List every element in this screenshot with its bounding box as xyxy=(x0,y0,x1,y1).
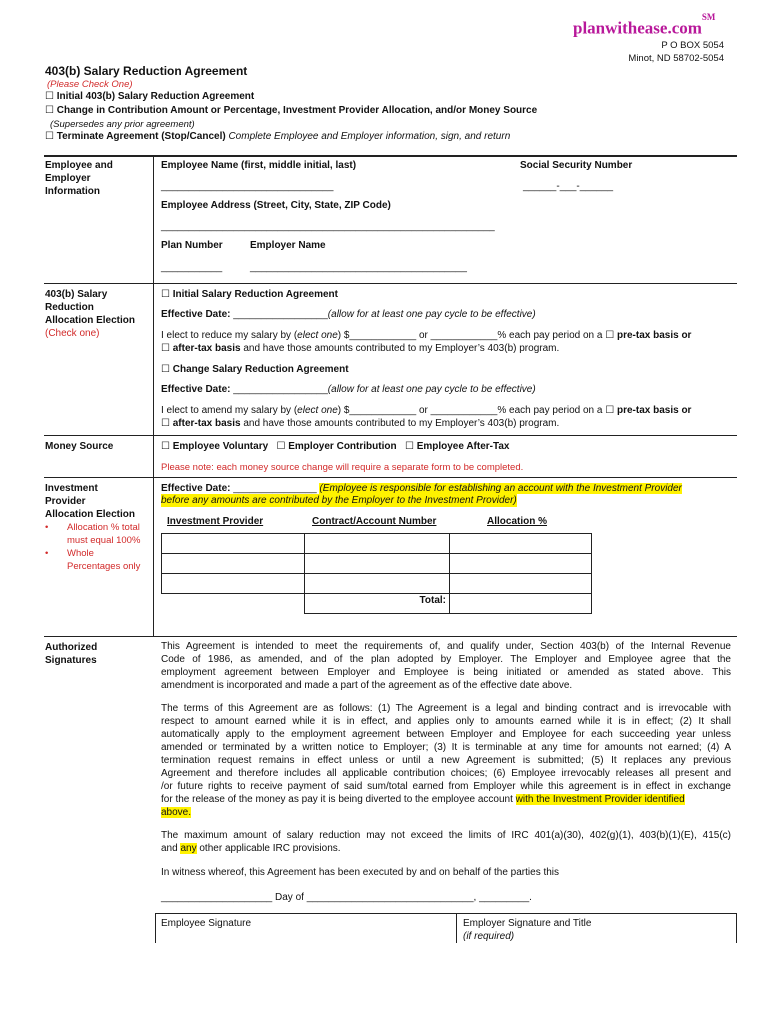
total-label: Total: xyxy=(419,595,446,606)
supersedes-note: (Supersedes any prior agreement) xyxy=(50,119,195,130)
section-divider xyxy=(44,283,737,284)
checkbox-initial[interactable]: ☐ xyxy=(45,91,54,102)
checkbox-initial-aftertax[interactable]: ☐ xyxy=(161,343,170,354)
employee-signature-label: Employee Signature xyxy=(161,918,252,929)
signature-box-right xyxy=(736,913,737,943)
employer-signature-label: Employer Signature and Title xyxy=(463,918,592,929)
table-row xyxy=(162,534,592,554)
checkbox-change-agreement[interactable]: ☐ xyxy=(161,364,170,375)
signature-box-divider xyxy=(456,913,457,943)
total-cell[interactable] xyxy=(450,594,592,614)
col-allocation-percent: Allocation % xyxy=(487,516,548,527)
money-source-options: ☐ Employee Voluntary ☐ Employer Contribution ☐ Employee After-Tax xyxy=(161,441,510,452)
checkbox-employer-contribution[interactable]: ☐ xyxy=(276,441,286,452)
investment-effective-date-field[interactable]: _______________ xyxy=(233,483,317,494)
logo-service-mark: SM xyxy=(701,12,716,22)
account-cell[interactable] xyxy=(305,554,450,574)
initial-election-line-2: ☐ after-tax basis and have those amounts contributed to my Employer’s 403(b) program. xyxy=(161,343,560,354)
table-row xyxy=(162,594,592,614)
witness-text: In witness whereof, this Agreement has been executed by and on behalf of the parties this xyxy=(161,867,560,878)
checkbox-employee-voluntary[interactable]: ☐ xyxy=(161,441,170,452)
option-terminate-note: Complete Employee and Employer information, sign, and return xyxy=(228,131,511,142)
allocation-table xyxy=(161,533,592,614)
employer-signature-field[interactable] xyxy=(463,917,591,943)
option-initial[interactable] xyxy=(45,90,254,103)
account-cell[interactable] xyxy=(305,534,450,554)
employee-address-field[interactable]: ____________________________________________________________ xyxy=(161,221,495,232)
change-agreement-option[interactable]: ☐ Change Salary Reduction Agreement xyxy=(161,364,349,375)
employer-signature-note: (if required) xyxy=(463,931,515,942)
checkbox-initial-agreement[interactable]: ☐ xyxy=(161,289,170,300)
agreement-paragraph-2: The terms of this Agreement are as follows: (1) The Agreement is a legal and binding contract and is irrevocable with respect to amount earned while it is in effect, and applies only to amounts earned while it is in effect; (2) It shall automatically apply to the employment agreement between Employer and Employee for each succeeding year unless amended or terminated by a written notice to Employer; (3) It is terminable at any time for amounts not earned; (4) A termination request remains in effect unless or until a new Agreement is submitted; (5) It replaces any previous Agreement and therefore includes all applicable contribution choices; (6) Employee irrevocably releases all present and /or future rights to receive payment of said sum/total earned from Employer while this agreement is in effect in exchange for the release of the money as pay it is being diverted to the employee account with the Investment Provider identified above. xyxy=(161,703,731,818)
address-line-2: Minot, ND 58702-5054 xyxy=(628,53,724,64)
option-change-label: Change in Contribution Amount or Percentage, Investment Provider Allocation, and/or Money Source xyxy=(56,105,538,116)
plan-number-label: Plan Number xyxy=(161,240,223,251)
col-investment-provider: Investment Provider xyxy=(167,516,264,527)
col-contract-number: Contract/Account Number xyxy=(312,516,437,527)
check-one-note: (Please Check One) xyxy=(47,79,133,90)
provider-cell[interactable] xyxy=(162,534,305,554)
signatures-section-label: Authorized Signatures xyxy=(45,642,98,666)
signature-box-top xyxy=(155,913,737,914)
option-initial-label: Initial 403(b) Salary Reduction Agreement xyxy=(56,91,255,102)
account-cell[interactable] xyxy=(305,574,450,594)
allocation-cell[interactable] xyxy=(450,554,592,574)
signature-box-left xyxy=(155,913,156,943)
employee-address-label: Employee Address (Street, City, State, ZIP Code) xyxy=(161,200,391,211)
section-divider xyxy=(44,477,737,478)
change-election-line-2: ☐ after-tax basis and have those amounts contributed to my Employer’s 403(b) program. xyxy=(161,418,560,429)
section-divider xyxy=(44,636,737,637)
provider-cell[interactable] xyxy=(162,554,305,574)
employee-name-field[interactable]: _______________________________ xyxy=(161,181,334,192)
option-terminate-label: Terminate Agreement (Stop/Cancel) xyxy=(56,131,226,142)
money-source-section-label: Money Source xyxy=(45,441,114,452)
employer-name-label: Employer Name xyxy=(250,240,326,251)
allocation-cell[interactable] xyxy=(450,574,592,594)
provider-cell[interactable] xyxy=(162,574,305,594)
option-terminate[interactable] xyxy=(45,130,510,143)
checkbox-change[interactable]: ☐ xyxy=(45,105,54,116)
initial-effective-date-field[interactable]: _________________ xyxy=(233,309,328,320)
employee-name-label: Employee Name (first, middle initial, last) xyxy=(161,160,357,171)
change-election-line-1: I elect to amend my salary by (elect one) $____________ or ____________% each pay period on a ☐ pre-tax basis or xyxy=(161,405,692,416)
execution-date-field[interactable]: ____________________ Day of ______________________________, _________. xyxy=(161,892,532,903)
table-row xyxy=(162,554,592,574)
column-divider xyxy=(153,156,154,637)
ssn-field[interactable]: ______-___-______ xyxy=(523,181,614,192)
option-change[interactable] xyxy=(45,104,537,117)
checkbox-change-pretax[interactable]: ☐ xyxy=(605,405,615,416)
money-source-note: Please note: each money source change will require a separate form to be completed. xyxy=(161,462,524,473)
salary-election-section-label: 403(b) Salary Reduction Allocation Election xyxy=(45,289,136,326)
salary-check-one-note: (Check one) xyxy=(45,328,100,339)
change-effective-date: Effective Date: _________________(allow for at least one pay cycle to be effective) xyxy=(161,384,536,395)
agreement-paragraph-3: The maximum amount of salary reduction may not exceed the limits of IRC 401(a)(30), 402(g)(1), 403(b)(1)(E), 415(c) and any other applicable IRC provisions. xyxy=(161,830,731,854)
initial-election-line-1: I elect to reduce my salary by (elect one) $____________ or ____________% each pay period on a ☐ pre-tax basis or xyxy=(161,330,692,341)
total-label-cell xyxy=(305,594,450,614)
initial-effective-date: Effective Date: _________________(allow for at least one pay cycle to be effective) xyxy=(161,309,536,320)
checkbox-terminate[interactable]: ☐ xyxy=(45,131,54,142)
initial-agreement-option[interactable]: ☐ Initial Salary Reduction Agreement xyxy=(161,289,338,300)
plan-number-field[interactable]: ___________ xyxy=(161,262,223,273)
investment-effective-note-2: before any amounts are contributed by the Employer to the Investment Provider) xyxy=(161,495,517,506)
employee-info-section-label: Employee and Employer Information xyxy=(45,160,113,197)
address-line-1: P O BOX 5054 xyxy=(661,40,724,51)
investment-section-label: Investment Provider Allocation Election xyxy=(45,483,136,520)
ssn-label: Social Security Number xyxy=(520,160,633,171)
employer-name-field[interactable]: _______________________________________ xyxy=(250,262,467,273)
checkbox-employee-aftertax[interactable]: ☐ xyxy=(404,441,414,452)
change-effective-date-field[interactable]: _________________ xyxy=(233,384,328,395)
logo-text: planwithease.com xyxy=(573,18,702,38)
table-row xyxy=(162,574,592,594)
employee-signature-field[interactable] xyxy=(161,917,251,930)
checkbox-change-aftertax[interactable]: ☐ xyxy=(161,418,170,429)
investment-bullets: • Allocation % total must equal 100% • Whole Percentages only xyxy=(45,522,141,572)
form-title: 403(b) Salary Reduction Agreement xyxy=(45,64,248,78)
logo xyxy=(573,12,716,38)
checkbox-initial-pretax[interactable]: ☐ xyxy=(605,330,615,341)
agreement-paragraph-1: This Agreement is intended to meet the requirements of, and qualify under, Section 403(b) of the Internal Revenue Code of 1986, as amended, and of the plan adopted by Employer. The Employer and Employee agree that the employment agreement between Employer and Employee is being initiated or amended as stated above. This amendment is incorporated and made a part of the agreement as of the effective date above. xyxy=(161,641,731,691)
investment-effective-date: Effective Date: _______________ (Employee is responsible for establishing an account with the Investment Provider xyxy=(161,483,682,494)
section-divider xyxy=(44,155,737,157)
section-divider xyxy=(44,435,737,436)
allocation-cell[interactable] xyxy=(450,534,592,554)
